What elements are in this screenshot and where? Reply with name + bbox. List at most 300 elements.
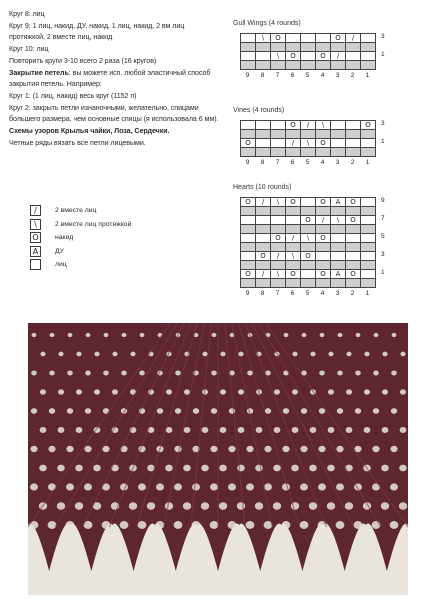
lace-hole (138, 521, 147, 529)
lace-hole (319, 370, 325, 375)
column-number: 2 (350, 72, 355, 79)
chart-even-row (241, 279, 376, 288)
lace-hole (220, 427, 227, 433)
lace-hole (264, 446, 271, 452)
lace-hole (138, 483, 146, 490)
chart-even-cell (256, 207, 271, 216)
bind-off-text (9, 68, 221, 89)
lace-hole (381, 502, 389, 510)
lace-hole (255, 502, 263, 510)
lace-hole (220, 352, 225, 357)
chart-cell: / (346, 34, 361, 43)
chart-cell: O (316, 52, 331, 61)
chart-even-cell (316, 207, 331, 216)
chart-cell: O (331, 34, 346, 43)
column-number: 7 (275, 290, 280, 297)
round-9-text: Круг 9: 1 лиц, накид, ДУ, накид, 1 лиц, накид, 2 вм лиц протяжкой, 2 вместе лиц, накид (9, 22, 185, 41)
chart-even-row (241, 207, 376, 216)
chart-cell (286, 34, 301, 43)
column-numbers (240, 159, 375, 166)
chart-even-cell (331, 61, 346, 70)
chart-cell (271, 121, 286, 130)
row-number: 9 (381, 197, 385, 204)
chart-cell (241, 216, 256, 225)
chart-cell: O (256, 252, 271, 261)
chart-cell (346, 252, 361, 261)
lace-hole (219, 502, 227, 510)
chart-cell (316, 252, 331, 261)
chart-cell: O (346, 198, 361, 207)
chart-cell (241, 34, 256, 43)
legend-row (30, 246, 220, 260)
chart-cell: O (286, 52, 301, 61)
chart-row (241, 139, 376, 148)
column-number: 3 (335, 290, 340, 297)
chart-even-cell (256, 130, 271, 139)
chart-even-cell (241, 225, 256, 234)
chart-even-cell (286, 225, 301, 234)
lace-hole (372, 446, 379, 452)
chart-cell (331, 252, 346, 261)
lace-hole (336, 483, 344, 490)
column-number: 3 (335, 72, 340, 79)
chart-even-cell (346, 279, 361, 288)
lace-hole (102, 521, 111, 529)
lace-hole (57, 502, 65, 510)
lace-hole (201, 465, 209, 472)
lace-hole (57, 465, 65, 472)
lace-hole (85, 370, 91, 375)
column-number: 1 (365, 72, 370, 79)
lace-hole (192, 483, 200, 490)
chart-cell: A (331, 270, 346, 279)
lace-hole (30, 483, 38, 490)
column-number: 5 (305, 72, 310, 79)
charts-heading-text: Схемы узоров Крылья чайки, Лоза, Сердечки. (9, 127, 170, 136)
chart-even-cell (361, 261, 376, 270)
chart-even-cell (256, 148, 271, 157)
lace-hole (364, 389, 370, 394)
lace-hole (175, 408, 181, 414)
chart-even-cell (241, 207, 256, 216)
lace-hole (40, 352, 45, 357)
chart-even-cell (301, 43, 316, 52)
chart-cell (256, 121, 271, 130)
chart-cell: O (361, 121, 376, 130)
lace-hole (48, 446, 55, 452)
row-number: 7 (381, 215, 385, 222)
lace-hole (192, 521, 201, 529)
lace-hole (156, 521, 165, 529)
chart-title: Gull Wings (4 rounds) (233, 20, 301, 27)
chart-cell: \ (316, 121, 331, 130)
column-number: 8 (260, 72, 265, 79)
lace-hole (292, 389, 298, 394)
lace-hole (193, 408, 199, 414)
lace-hole (183, 465, 191, 472)
legend-label: ДУ (55, 247, 64, 255)
lace-hole (291, 465, 299, 472)
chart-even-cell (271, 279, 286, 288)
chart-cell: / (256, 270, 271, 279)
chart-even-cell (271, 43, 286, 52)
chart-row (241, 234, 376, 243)
chart-even-cell (316, 148, 331, 157)
lace-hole (247, 370, 253, 375)
lace-hole (122, 333, 127, 337)
lace-hole (93, 465, 101, 472)
column-number: 8 (260, 159, 265, 166)
lace-hole (49, 370, 55, 375)
chart-even-cell (361, 279, 376, 288)
lace-hole (174, 483, 182, 490)
lace-hole (327, 465, 335, 472)
lace-hole (75, 502, 83, 510)
column-number: 8 (260, 290, 265, 297)
chart-cell: \ (271, 198, 286, 207)
legend-row (30, 205, 220, 219)
chart-cell: / (331, 52, 346, 61)
chart-even-cell (271, 61, 286, 70)
chart-even-cell (301, 207, 316, 216)
lace-hole (300, 446, 307, 452)
lace-hole (283, 408, 289, 414)
chart-even-cell (271, 130, 286, 139)
lace-hole (212, 333, 217, 337)
lace-hole (300, 521, 309, 529)
chart-even-cell (241, 130, 256, 139)
chart-even-cell (361, 43, 376, 52)
lace-hole (48, 521, 57, 529)
lace-hole (301, 408, 307, 414)
lace-hole (390, 446, 397, 452)
lace-hole (238, 389, 244, 394)
lace-hole (256, 427, 263, 433)
column-number: 1 (365, 290, 370, 297)
lace-hole (392, 333, 397, 337)
lace-hole (354, 521, 363, 529)
lace-hole (382, 352, 387, 357)
chart-even-cell (301, 225, 316, 234)
column-number: 2 (350, 290, 355, 297)
lace-hole (130, 352, 135, 357)
lace-hole (273, 465, 281, 472)
chart-even-cell (316, 43, 331, 52)
lace-hole (238, 427, 245, 433)
lace-hole (120, 521, 129, 529)
lace-hole (84, 483, 92, 490)
chart-even-cell (286, 243, 301, 252)
lace-hole (309, 502, 317, 510)
lace-hole (202, 427, 209, 433)
lace-hole (327, 502, 335, 510)
chart-cell: O (301, 216, 316, 225)
chart-cell (271, 216, 286, 225)
lace-hole (103, 370, 109, 375)
lace-hole (94, 389, 100, 394)
chart-cell (301, 34, 316, 43)
bind-off-body: : вы можете исп. любой эластичный способ закрытия петель. Например: (9, 69, 211, 88)
chart-cell (271, 139, 286, 148)
lace-hole (292, 352, 297, 357)
chart-even-cell (361, 207, 376, 216)
lace-hole (166, 389, 172, 394)
legend-symbol: O (30, 232, 41, 243)
chart-cell (361, 52, 376, 61)
chart-even-cell (301, 261, 316, 270)
chart-cell: \ (301, 234, 316, 243)
lace-hole (284, 333, 289, 337)
lace-hole (112, 352, 117, 357)
chart-even-cell (286, 148, 301, 157)
lace-hole (282, 521, 291, 529)
lace-hole (318, 446, 325, 452)
chart-even-cell (316, 130, 331, 139)
row-number: 1 (381, 51, 385, 58)
chart-even-cell (241, 148, 256, 157)
lace-hole (210, 483, 218, 490)
chart-even-cell (301, 279, 316, 288)
chart-even-cell (286, 207, 301, 216)
lace-hole (310, 427, 317, 433)
lace-hole (156, 483, 164, 490)
chart-cell (331, 234, 346, 243)
lace-hole (382, 389, 388, 394)
chart-even-cell (331, 243, 346, 252)
chart-cell (256, 139, 271, 148)
lace-hole (373, 370, 379, 375)
chart-even-cell (271, 148, 286, 157)
round-10-text: Круг 10: лиц (9, 44, 49, 53)
repeat-text: Повторить круги 3-10 всего 2 раза (16 кругов) (9, 57, 157, 66)
row-number: 1 (381, 269, 385, 276)
chart-cell (301, 270, 316, 279)
lace-hole (300, 483, 308, 490)
charts-heading (9, 126, 221, 137)
lace-hole (32, 333, 37, 337)
lace-hole (292, 427, 299, 433)
lace-hole (157, 408, 163, 414)
column-number: 5 (305, 159, 310, 166)
chart-even-row (241, 43, 376, 52)
legend-symbol (30, 259, 41, 270)
lace-hole (328, 352, 333, 357)
lace-hole (68, 333, 73, 337)
chart-even-cell (346, 261, 361, 270)
instructions-text (9, 9, 221, 150)
chart-even-cell (301, 243, 316, 252)
chart-even-cell (331, 130, 346, 139)
shawl-photo (28, 323, 408, 595)
chart-row (241, 216, 376, 225)
chart-cell (286, 216, 301, 225)
chart-cell: O (286, 198, 301, 207)
lace-hole (373, 408, 379, 414)
chart-cell (361, 139, 376, 148)
legend-label: лиц (55, 261, 67, 268)
chart-cell (256, 216, 271, 225)
chart-even-cell (271, 207, 286, 216)
lace-hole (210, 521, 219, 529)
chart-even-cell (256, 243, 271, 252)
lace-hole (211, 408, 217, 414)
hearts-chart (231, 184, 409, 297)
chart-cell: O (316, 198, 331, 207)
chart-cell: O (241, 270, 256, 279)
row-number: 3 (381, 251, 385, 258)
lace-hole (129, 502, 137, 510)
chart-cell: O (316, 139, 331, 148)
lace-hole (320, 333, 325, 337)
lace-hole (40, 389, 46, 394)
chart-cell: / (271, 252, 286, 261)
chart-even-cell (361, 61, 376, 70)
lace-hole (76, 389, 82, 394)
lace-hole (104, 333, 109, 337)
lace-hole (273, 502, 281, 510)
column-number: 6 (290, 159, 295, 166)
lace-hole (400, 352, 405, 357)
row-number: 3 (381, 33, 385, 40)
chart-cell (361, 234, 376, 243)
legend-symbol: A (30, 246, 41, 257)
chart-title: Vines (4 rounds) (233, 107, 285, 114)
chart-cell (361, 34, 376, 43)
lace-hole (76, 352, 81, 357)
lace-hole (255, 465, 263, 472)
lace-hole (374, 333, 379, 337)
lace-hole (39, 465, 47, 472)
chart-row (241, 252, 376, 261)
lace-hole (174, 521, 183, 529)
lace-hole (86, 333, 91, 337)
chart-even-cell (331, 148, 346, 157)
chart-even-cell (241, 43, 256, 52)
lace-hole (210, 446, 217, 452)
chart-grid (240, 33, 376, 70)
lace-hole (346, 352, 351, 357)
chart-even-cell (316, 61, 331, 70)
lace-hole (382, 427, 389, 433)
lace-hole (228, 446, 235, 452)
chart-even-cell (331, 43, 346, 52)
chart-cell (241, 234, 256, 243)
lace-hole (139, 370, 145, 375)
chart-even-cell (361, 243, 376, 252)
lace-hole (246, 483, 254, 490)
chart-even-cell (361, 225, 376, 234)
chart-even-cell (241, 61, 256, 70)
chart-cell: / (286, 139, 301, 148)
chart-even-cell (271, 243, 286, 252)
vines-chart (231, 107, 409, 167)
chart-cell (256, 52, 271, 61)
chart-cell (346, 234, 361, 243)
chart-even-cell (331, 279, 346, 288)
even-rows-note: Четные ряды вязать все петли лицевыми. (9, 139, 146, 148)
chart-cell: \ (331, 216, 346, 225)
lace-hole (183, 502, 191, 510)
chart-even-cell (346, 130, 361, 139)
lace-hole (391, 370, 397, 375)
lace-hole (175, 370, 181, 375)
lace-hole (30, 446, 37, 452)
chart-row (241, 121, 376, 130)
lace-hole (40, 427, 47, 433)
chart-cell (346, 139, 361, 148)
lace-hole (84, 446, 91, 452)
bind-off-round-2: Круг 2: закрыть петли изнаночными, желательно, спицами большего размера, чем основные спицы (я использовала 6 мм). (9, 104, 219, 123)
legend-row (30, 259, 220, 273)
chart-even-cell (271, 261, 286, 270)
chart-even-cell (256, 61, 271, 70)
lace-hole (85, 408, 91, 414)
column-number: 3 (335, 159, 340, 166)
lace-hole (274, 427, 281, 433)
chart-even-cell (286, 43, 301, 52)
row-number: 1 (381, 138, 385, 145)
chart-cell: O (286, 270, 301, 279)
lace-hole (147, 502, 155, 510)
chart-even-cell (331, 261, 346, 270)
chart-even-cell (346, 43, 361, 52)
chart-even-cell (331, 207, 346, 216)
lace-hole (31, 370, 37, 375)
lace-hole (246, 446, 253, 452)
lace-hole (140, 333, 145, 337)
chart-cell: \ (271, 52, 286, 61)
lace-hole (237, 502, 245, 510)
chart-even-cell (361, 148, 376, 157)
lace-hole (228, 521, 237, 529)
lace-hole (58, 389, 64, 394)
chart-cell (241, 252, 256, 261)
column-number: 7 (275, 159, 280, 166)
chart-cell: \ (286, 252, 301, 261)
chart-cell (301, 52, 316, 61)
chart-cell (316, 34, 331, 43)
lace-hole (302, 333, 307, 337)
lace-hole (237, 465, 245, 472)
chart-even-cell (286, 261, 301, 270)
lace-hole (66, 446, 73, 452)
chart-cell: O (301, 252, 316, 261)
legend-label: 2 вместе лиц (55, 207, 97, 214)
lace-hole (94, 352, 99, 357)
lace-hole (31, 408, 37, 414)
bind-off-round-1: Круг 1: (1 лиц, накид) весь круг (1152 п) (9, 92, 137, 101)
column-number: 1 (365, 159, 370, 166)
lace-hole (399, 502, 407, 510)
chart-cell (361, 270, 376, 279)
lace-hole (310, 352, 315, 357)
chart-grid (240, 120, 376, 157)
chart-even-cell (346, 61, 361, 70)
chart-even-cell (286, 130, 301, 139)
lace-hole (66, 483, 74, 490)
chart-cell: \ (271, 270, 286, 279)
column-number: 2 (350, 159, 355, 166)
lace-hole (328, 427, 335, 433)
chart-cell: \ (256, 34, 271, 43)
legend-row (30, 219, 220, 233)
chart-row (241, 198, 376, 207)
chart-even-cell (241, 279, 256, 288)
chart-even-cell (346, 243, 361, 252)
legend-label: накид (55, 234, 74, 241)
column-numbers (240, 72, 375, 79)
gull-wings-chart (231, 20, 409, 88)
